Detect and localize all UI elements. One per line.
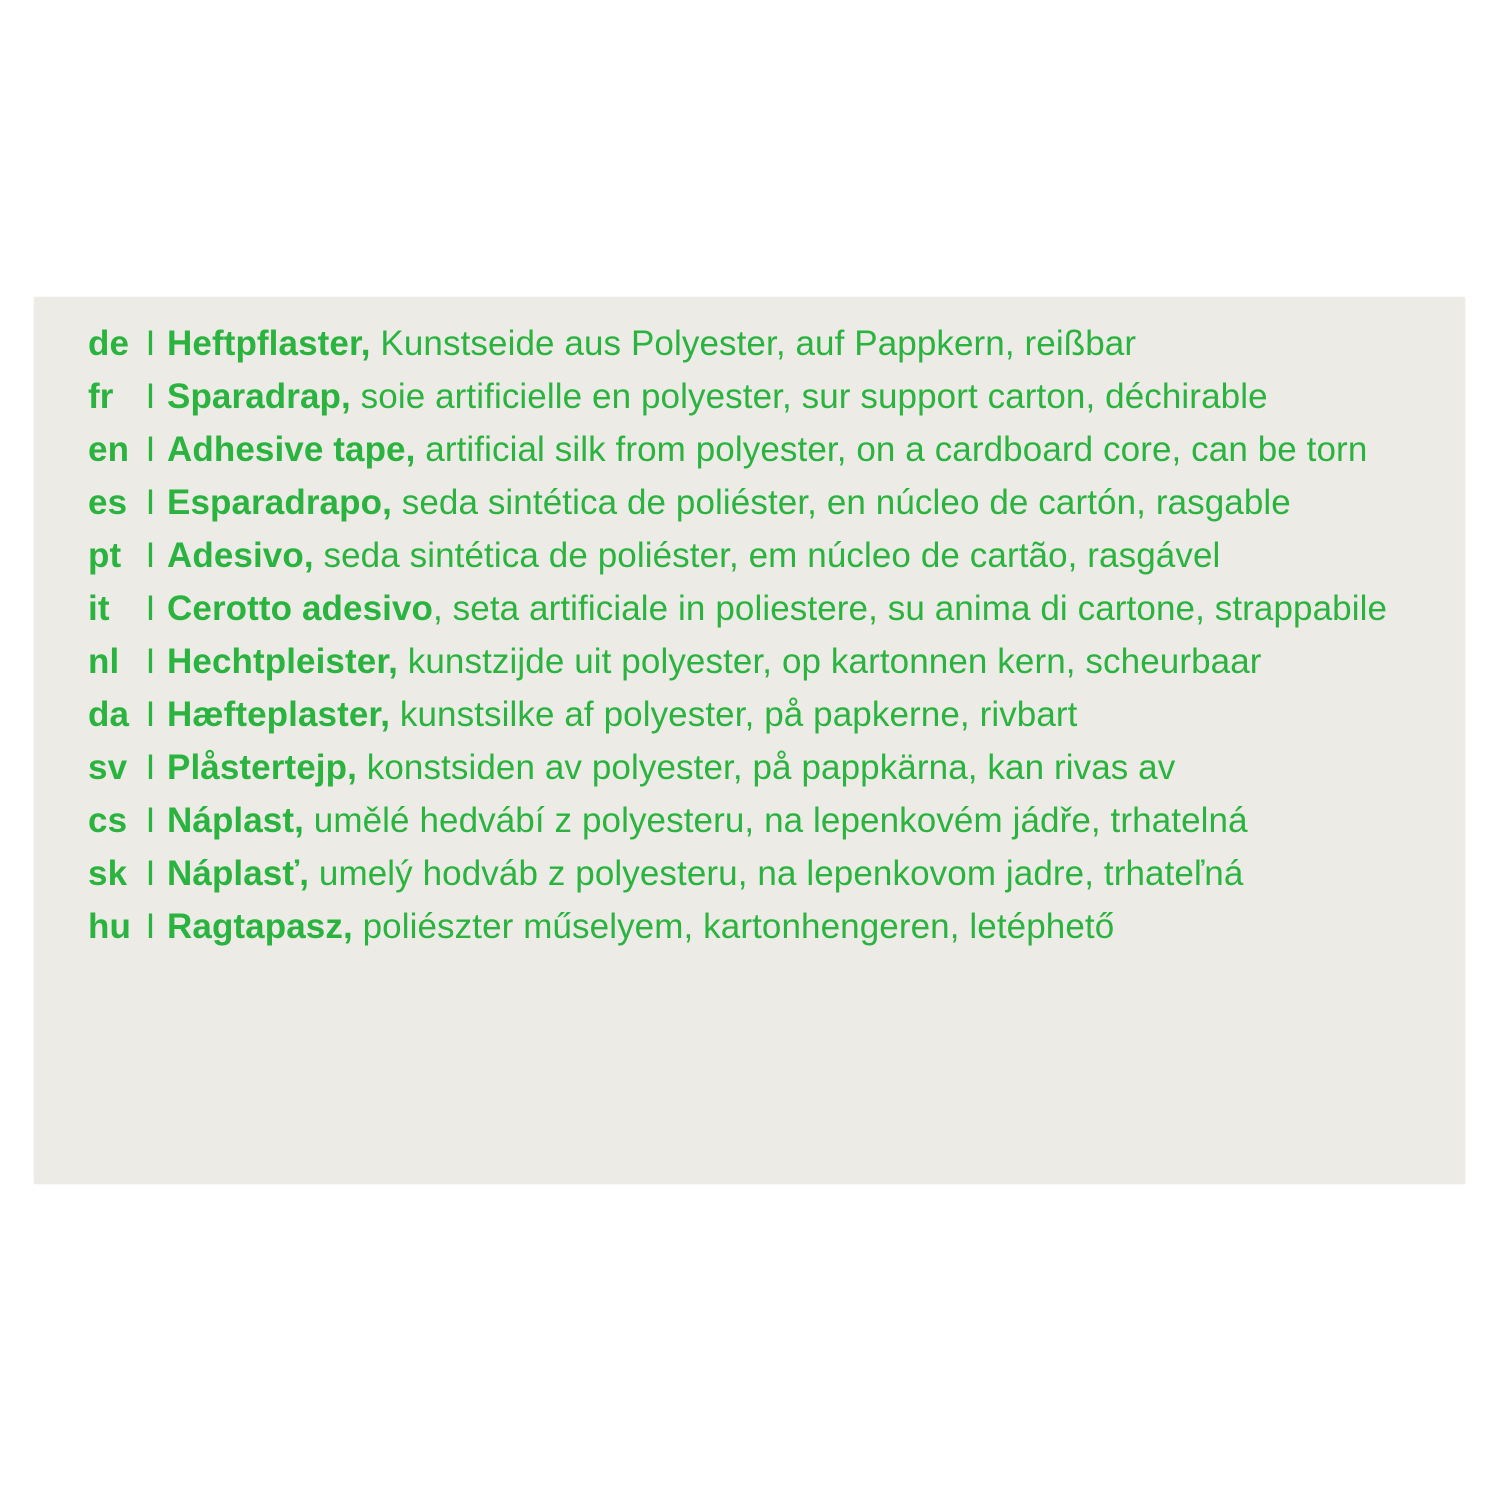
product-term: Hæfteplaster, xyxy=(167,695,391,734)
product-description: seda sintética de poliéster, em núcleo de cartão, rasgável xyxy=(313,536,1221,575)
product-description: umělé hedvábí z polyesteru, na lepenkovém jádře, trhatelná xyxy=(303,801,1248,840)
product-description: kunstzijde uit polyester, op kartonnen kern, scheurbaar xyxy=(397,642,1262,681)
product-description: Kunstseide aus Polyester, auf Pappkern, reißbar xyxy=(370,324,1137,363)
product-description: seda sintética de poliéster, en núcleo de cartón, rasgable xyxy=(391,483,1291,522)
entry-da xyxy=(88,694,1458,735)
product-description: umelý hodváb z polyesteru, na lepenkovom jadre, trhateľná xyxy=(309,854,1244,893)
entry-nl xyxy=(88,641,1458,682)
entry-hu xyxy=(88,906,1458,947)
separator: I xyxy=(145,324,156,363)
product-description: soie artificielle en polyester, sur support carton, déchirable xyxy=(350,377,1268,416)
entry-sv xyxy=(88,747,1458,788)
entry-fr xyxy=(88,376,1458,417)
separator: I xyxy=(145,589,156,628)
product-description: konstsiden av polyester, på pappkärna, kan rivas av xyxy=(356,748,1176,787)
separator: I xyxy=(145,642,156,681)
product-term: Cerotto adesivo xyxy=(167,589,433,628)
language-code: en xyxy=(88,430,130,469)
separator: I xyxy=(145,536,156,575)
separator: I xyxy=(145,695,156,734)
product-term: Sparadrap, xyxy=(167,377,351,416)
product-term: Plåstertejp, xyxy=(167,748,357,787)
separator: I xyxy=(145,907,156,946)
separator: I xyxy=(145,854,156,893)
entry-it xyxy=(88,588,1458,629)
product-term: Heftpflaster, xyxy=(167,324,371,363)
entry-pt xyxy=(88,535,1458,576)
language-code: hu xyxy=(88,907,131,946)
language-code: es xyxy=(88,483,128,522)
product-term: Náplast, xyxy=(167,801,304,840)
separator: I xyxy=(145,377,156,416)
product-term: Adhesive tape, xyxy=(167,430,416,469)
entry-de xyxy=(88,323,1458,364)
entry-sk xyxy=(88,853,1458,894)
product-term: Náplasť, xyxy=(167,854,310,893)
separator: I xyxy=(145,483,156,522)
entry-en xyxy=(88,429,1458,470)
product-term: Ragtapasz, xyxy=(167,907,353,946)
product-term: Adesivo, xyxy=(167,536,314,575)
entry-cs xyxy=(88,800,1458,841)
product-term: Hechtpleister, xyxy=(167,642,398,681)
product-description-list xyxy=(88,323,1458,959)
product-description: , seta artificiale in poliestere, su anima di cartone, strappabile xyxy=(433,589,1388,628)
entry-es xyxy=(88,482,1458,523)
product-description: poliészter műselyem, kartonhengeren, letéphető xyxy=(352,907,1115,946)
label-card xyxy=(34,297,1465,1184)
separator: I xyxy=(145,430,156,469)
language-code: pt xyxy=(88,536,122,575)
product-description: kunstsilke af polyester, på papkerne, rivbart xyxy=(390,695,1078,734)
separator: I xyxy=(145,748,156,787)
language-code: fr xyxy=(88,377,114,416)
language-code: cs xyxy=(88,801,128,840)
language-code: sk xyxy=(88,854,128,893)
product-term: Esparadrapo, xyxy=(167,483,392,522)
product-description: artificial silk from polyester, on a cardboard core, can be torn xyxy=(415,430,1368,469)
separator: I xyxy=(145,801,156,840)
language-code: it xyxy=(88,589,110,628)
language-code: de xyxy=(88,324,130,363)
language-code: sv xyxy=(88,748,128,787)
language-code: da xyxy=(88,695,130,734)
language-code: nl xyxy=(88,642,120,681)
